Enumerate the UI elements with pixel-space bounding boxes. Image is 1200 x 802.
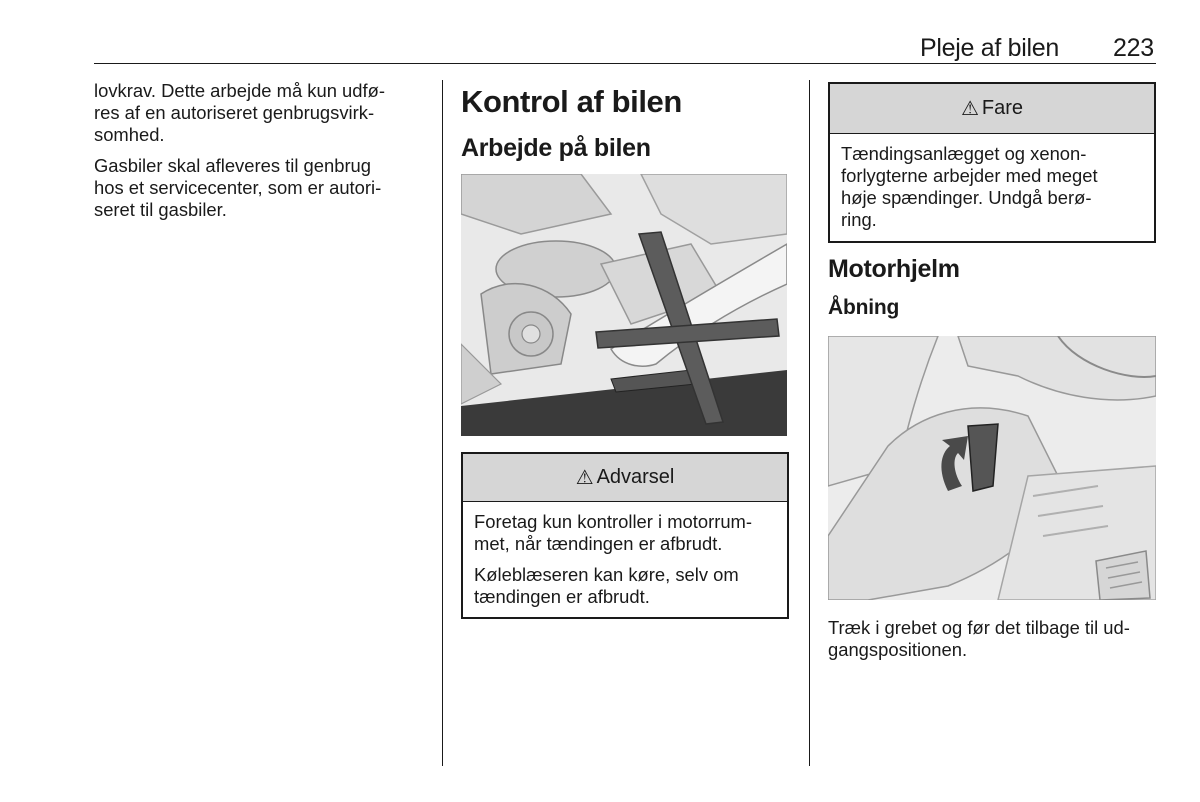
column-3-text [828, 253, 1156, 322]
warning-header [463, 454, 787, 502]
running-header-title: Pleje af bilen [920, 34, 1059, 62]
warning-title: Advarsel [596, 466, 675, 488]
warning-box [461, 452, 789, 619]
hood-release-figure [828, 336, 1156, 600]
opening-subheading: Åbning [828, 296, 900, 319]
danger-header [830, 84, 1154, 134]
warning-paragraph-1: Foretag kun kontroller i motorrum- met, når tændingen er afbrudt. [474, 511, 752, 554]
warning-triangle-icon: ⚠ [575, 467, 594, 489]
danger-title: Fare [981, 97, 1024, 119]
warning-body [463, 502, 787, 608]
paragraph-recycling-law: lovkrav. Dette arbejde må kun udfø- res af en autoriseret genbrugsvirk- somhed. [94, 80, 385, 145]
warning-triangle-icon: ⚠ [960, 98, 979, 120]
danger-body [830, 134, 1154, 231]
hood-instruction-paragraph: Træk i grebet og før det tilbage til ud- gangspositionen. [828, 617, 1130, 660]
column-1 [94, 80, 424, 230]
section-heading: Kontrol af bilen [461, 84, 682, 119]
warning-paragraph-2: Køleblæseren kan køre, selv om tændingen er afbrudt. [474, 564, 739, 607]
subsection-heading: Arbejde på bilen [461, 134, 651, 162]
paragraph-gas-vehicles: Gasbiler skal afleveres til genbrug hos et servicecenter, som er autori- seret til gasbiler. [94, 155, 382, 220]
danger-box [828, 82, 1156, 243]
column-2 [461, 80, 789, 164]
page-number: 223 [1113, 34, 1154, 62]
header-rule [94, 63, 1156, 64]
column-divider-2 [809, 80, 810, 766]
column-divider-1 [442, 80, 443, 766]
danger-paragraph: Tændingsanlægget og xenon- forlygterne arbejder med meget høje spændinger. Undgå berø- ring. [841, 143, 1098, 230]
column-3-bottom [828, 617, 1156, 670]
hood-heading: Motorhjelm [828, 255, 960, 283]
engine-compartment-figure [461, 174, 787, 436]
